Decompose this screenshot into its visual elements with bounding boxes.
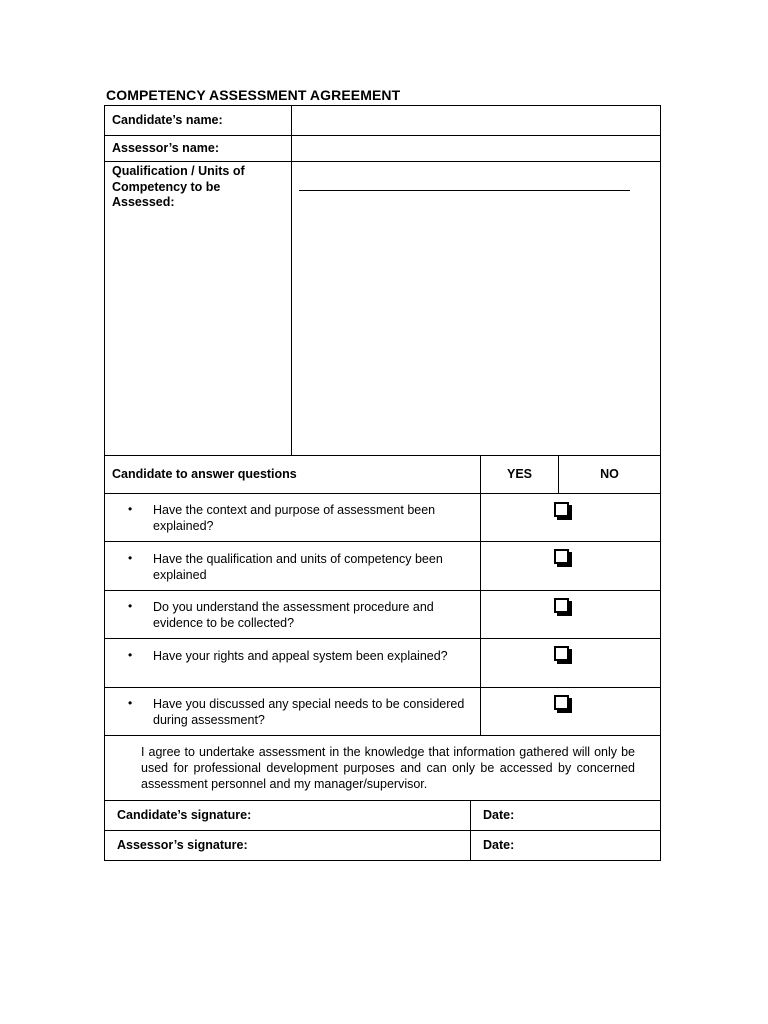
questions-heading: Candidate to answer questions: [112, 467, 297, 481]
assessor-signature-cell[interactable]: [104, 830, 471, 861]
candidate-signature-label: Candidate’s signature:: [117, 808, 252, 822]
no-header-cell: [558, 455, 661, 494]
assessor-name-label: Assessor’s name:: [112, 141, 220, 155]
bullet-icon: •: [128, 648, 133, 662]
question-row: [104, 493, 481, 542]
question-text: Have the context and purpose of assessment been explained?: [153, 503, 436, 533]
qualification-field[interactable]: [291, 161, 661, 456]
question-text: Have your rights and appeal system been explained?: [153, 649, 448, 663]
assessor-date-label: Date:: [483, 838, 515, 852]
candidate-date-label: Date:: [483, 808, 515, 822]
assessor-date-cell[interactable]: [470, 830, 661, 861]
qualification-label: Qualification / Units of Competency to be Assessed:: [112, 164, 245, 209]
question-row: [104, 541, 481, 591]
assessor-name-field[interactable]: [291, 135, 661, 162]
candidate-name-field[interactable]: [291, 105, 661, 136]
assessor-signature-label: Assessor’s signature:: [117, 838, 248, 852]
page-title: COMPETENCY ASSESSMENT AGREEMENT: [106, 87, 401, 103]
checkbox-icon[interactable]: [554, 695, 569, 710]
candidate-signature-cell[interactable]: [104, 800, 471, 831]
question-row: [104, 590, 481, 639]
checkbox-icon[interactable]: [554, 549, 569, 564]
no-header: NO: [600, 467, 619, 481]
answer-cell: [480, 687, 661, 736]
answer-cell: [480, 638, 661, 688]
answer-cell: [480, 541, 661, 591]
assessor-name-label-cell: [104, 135, 292, 162]
answer-cell: [480, 493, 661, 542]
bullet-icon: •: [128, 551, 133, 565]
bullet-icon: •: [128, 599, 133, 613]
checkbox-icon[interactable]: [554, 646, 569, 661]
yes-header: YES: [506, 467, 532, 481]
question-text: Have you discussed any special needs to be considered during assessment?: [153, 697, 465, 727]
candidate-name-label: Candidate’s name:: [112, 113, 223, 127]
answer-cell: [480, 590, 661, 639]
agreement-text: I agree to undertake assessment in the knowledge that information gathered will only be used for professional development purposes and can only be accessed by concerned assessment personnel and my manager/supervisor.: [141, 745, 635, 791]
question-text: Do you understand the assessment procedure and evidence to be collected?: [153, 600, 434, 630]
question-text: Have the qualification and units of competency been explained: [153, 552, 443, 582]
question-row: [104, 638, 481, 688]
qualification-label-cell: [104, 161, 292, 456]
yes-header-cell: [480, 455, 559, 494]
bullet-icon: •: [128, 696, 133, 710]
questions-heading-cell: [104, 455, 481, 494]
checkbox-icon[interactable]: [554, 502, 569, 517]
qualification-underline: [299, 190, 630, 191]
candidate-name-label-cell: [104, 105, 292, 136]
checkbox-icon[interactable]: [554, 598, 569, 613]
bullet-icon: •: [128, 502, 133, 516]
question-row: [104, 687, 481, 736]
candidate-date-cell[interactable]: [470, 800, 661, 831]
